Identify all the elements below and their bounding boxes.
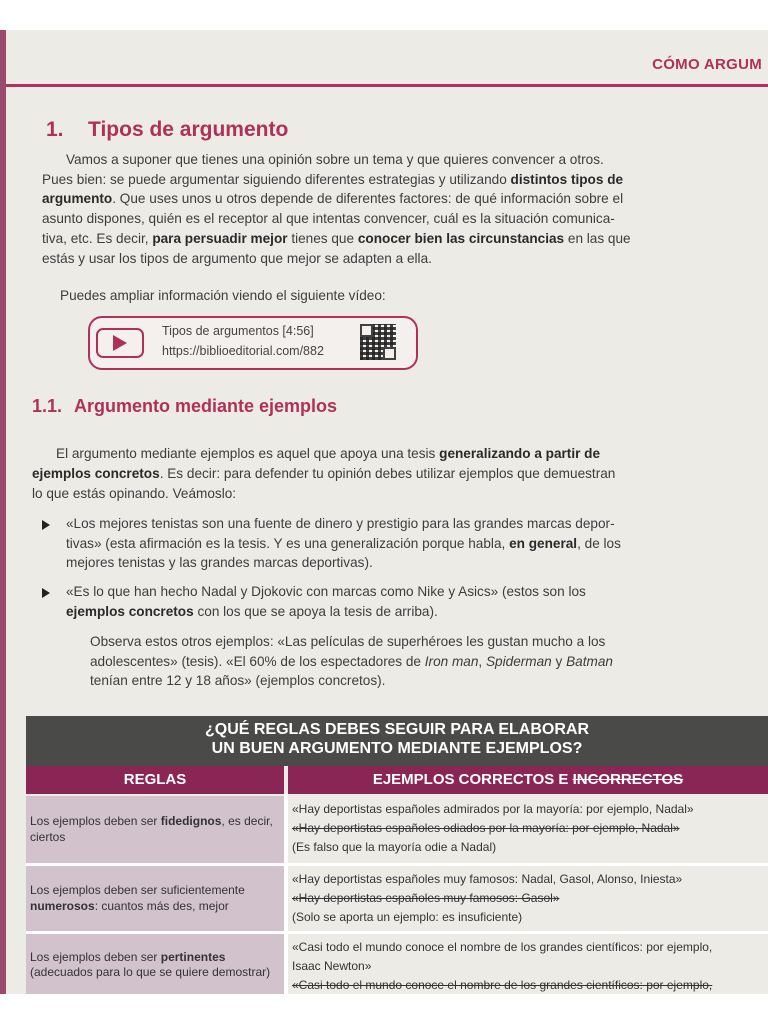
- text-line: [42, 249, 432, 269]
- text-run: Pues bien: se puede argumentar siguiendo diferentes estrategias y utilizando: [42, 171, 511, 187]
- text-run: y: [551, 653, 567, 669]
- text-line: [42, 209, 615, 229]
- text-line: [32, 464, 615, 484]
- text-line: [66, 514, 615, 534]
- text-run: lo que estás opinando. Veámoslo:: [32, 486, 237, 501]
- table-header-examples-text: EJEMPLOS CORRECTOS E: [372, 771, 573, 788]
- incorrect-example: «Hay deportistas españoles odiados por la mayoría: por ejemplo, Nadal»: [292, 821, 680, 835]
- correct-example: «Hay deportistas españoles admirados por la mayoría: por ejemplo, Nadal»: [292, 802, 694, 816]
- running-header-title: CÓMO ARGUM: [652, 56, 762, 73]
- text-run: numerosos: [30, 898, 95, 913]
- table-title: [26, 716, 768, 766]
- text-line: [42, 229, 631, 249]
- text-run: Vamos a suponer que tienes una opinión sobre un tema y que quieres convencer a otros.: [66, 152, 604, 167]
- text-run: Observa estos otros ejemplos: «Las películas de superhéroes les gustan mucho a los: [90, 634, 606, 649]
- text-line: [66, 602, 438, 622]
- video-link-box[interactable]: [88, 316, 418, 370]
- text-line: [42, 170, 623, 190]
- text-run: «Es lo que han hecho Nadal y Djokovic con marcas como Nike y Asics» (estos son los: [66, 584, 586, 599]
- correct-example: Isaac Newton»: [292, 959, 372, 973]
- text-line: [66, 582, 586, 602]
- text-run: tenían entre 12 y 18 años» (ejemplos concretos).: [90, 673, 386, 688]
- table-examples-cell: [288, 870, 768, 927]
- text-run: (adecuados para lo que se quiere demostrar): [30, 965, 271, 979]
- text-run: . Es decir: para defender tu opinión debes utilizar ejemplos que demuestran: [159, 466, 616, 481]
- correct-example: (Solo se aporta un ejemplo: es insuficiente): [292, 910, 523, 924]
- qr-code-icon: [360, 324, 396, 360]
- page-edge: [0, 30, 6, 994]
- video-intro: Puedes ampliar información viendo el siguiente vídeo:: [60, 288, 386, 303]
- text-run: argumento: [42, 191, 113, 207]
- table-rule-cell: [26, 934, 284, 994]
- text-run: con los que se apoya la tesis de arriba).: [193, 603, 438, 619]
- bottom-margin: [0, 994, 768, 1024]
- text-line: [32, 484, 236, 504]
- table-rule-cell: [26, 866, 284, 931]
- text-line: [66, 150, 604, 170]
- text-run: generalizando a partir de: [439, 446, 601, 461]
- correct-example: «Hay deportistas españoles muy famosos: Nadal, Gasol, Alonso, Iniesta»: [292, 872, 683, 886]
- text-run: El argumento mediante ejemplos es aquel que apoya una tesis: [56, 446, 440, 461]
- text-run: tienes que: [287, 230, 358, 246]
- textbook-page: [6, 30, 768, 994]
- bullet-arrow-icon: [42, 588, 50, 598]
- text-run: distintos tipos de: [510, 171, 624, 187]
- section-1-number: 1.: [46, 118, 64, 141]
- text-run: para persuadir mejor: [152, 230, 288, 246]
- table-examples-cell: [288, 938, 768, 994]
- text-run: ejemplos concretos: [66, 603, 194, 619]
- text-run: tiva, etc. Es decir,: [42, 230, 153, 246]
- text-run: Batman: [566, 653, 613, 669]
- text-run: adolescentes» (tesis). «El 60% de los espectadores de: [90, 653, 425, 669]
- text-run: conocer bien las circunstancias: [357, 230, 565, 246]
- text-run: pertinentes: [160, 949, 226, 964]
- text-run: , de los: [577, 535, 621, 551]
- text-line: [42, 189, 623, 209]
- text-line: [90, 632, 605, 652]
- text-run: mejores tenistas y las grandes marcas deportivas).: [66, 555, 373, 570]
- text-run: Los ejemplos deben ser: [30, 814, 161, 828]
- text-run: en las que: [564, 230, 631, 246]
- table-header-rules: REGLAS: [26, 766, 284, 794]
- table-rule-text: [30, 883, 280, 914]
- text-line: [66, 534, 621, 554]
- incorrect-example: «Casi todo el mundo conoce el nombre de los grandes científicos: por ejemplo,: [292, 978, 713, 992]
- text-run: Los ejemplos deben ser: [30, 949, 161, 964]
- text-run: . Que uses unos u otros depende de diferentes factores: de qué información sobre el: [112, 191, 624, 207]
- text-run: estás y usar los tipos de argumento que mejor se adapten a ella.: [42, 250, 432, 266]
- text-run: asunto dispones, quién es el receptor al que intentas convencer, cuál es la situación comunica-: [42, 211, 615, 227]
- correct-example: «Casi todo el mundo conoce el nombre de los grandes científicos: por ejemplo,: [292, 940, 713, 954]
- text-run: : cuantos más des, mejor: [94, 898, 229, 913]
- text-run: «Los mejores tenistas son una fuente de dinero y prestigio para las grandes marcas depor-: [66, 516, 615, 531]
- section-1-1-heading: [32, 396, 337, 417]
- text-run: ejemplos concretos: [32, 466, 160, 481]
- table-rule-text: [30, 814, 280, 845]
- video-play-icon[interactable]: [96, 328, 144, 358]
- text-run: Iron man: [424, 653, 479, 669]
- table-rule-cell: [26, 796, 284, 863]
- text-run: Los ejemplos deben ser suficientemente: [30, 883, 245, 897]
- text-run: en general: [509, 535, 578, 551]
- table-title-line-1: ¿QUÉ REGLAS DEBES SEGUIR PARA ELABORAR: [204, 721, 590, 738]
- table-examples-cell: [288, 800, 768, 857]
- correct-example: (Es falso que la mayoría odie a Nadal): [292, 840, 497, 854]
- bullet-arrow-icon: [42, 520, 50, 530]
- table-title-line-2: UN BUEN ARGUMENTO MEDIANTE EJEMPLOS?: [211, 740, 583, 757]
- text-run: fidedignos: [160, 814, 222, 828]
- incorrect-example: «Hay deportistas españoles muy famosos: Gasol»: [292, 891, 560, 905]
- text-run: ,: [478, 653, 486, 669]
- text-run: , es decir, ciertos: [30, 814, 273, 844]
- table-header-incorrect-text: INCORRECTOS: [572, 771, 684, 788]
- text-line: [56, 444, 600, 464]
- table-header-examples: [288, 766, 768, 794]
- section-1-title: Tipos de argumento: [88, 118, 289, 141]
- section-1-1-number: 1.1.: [32, 396, 63, 416]
- section-1-1-title: Argumento mediante ejemplos: [74, 396, 338, 416]
- text-run: Spiderman: [485, 653, 552, 669]
- text-run: tivas» (esta afirmación es la tesis. Y es una generalización porque habla,: [66, 535, 510, 551]
- video-title: Tipos de argumentos [4:56]: [162, 324, 314, 338]
- rules-table: [26, 716, 768, 994]
- text-line: [66, 553, 373, 573]
- table-rule-text: [30, 950, 280, 981]
- text-line: [90, 671, 385, 691]
- video-url[interactable]: https://biblioeditorial.com/882: [162, 344, 324, 358]
- section-1-heading: [46, 118, 288, 142]
- text-line: [90, 652, 613, 672]
